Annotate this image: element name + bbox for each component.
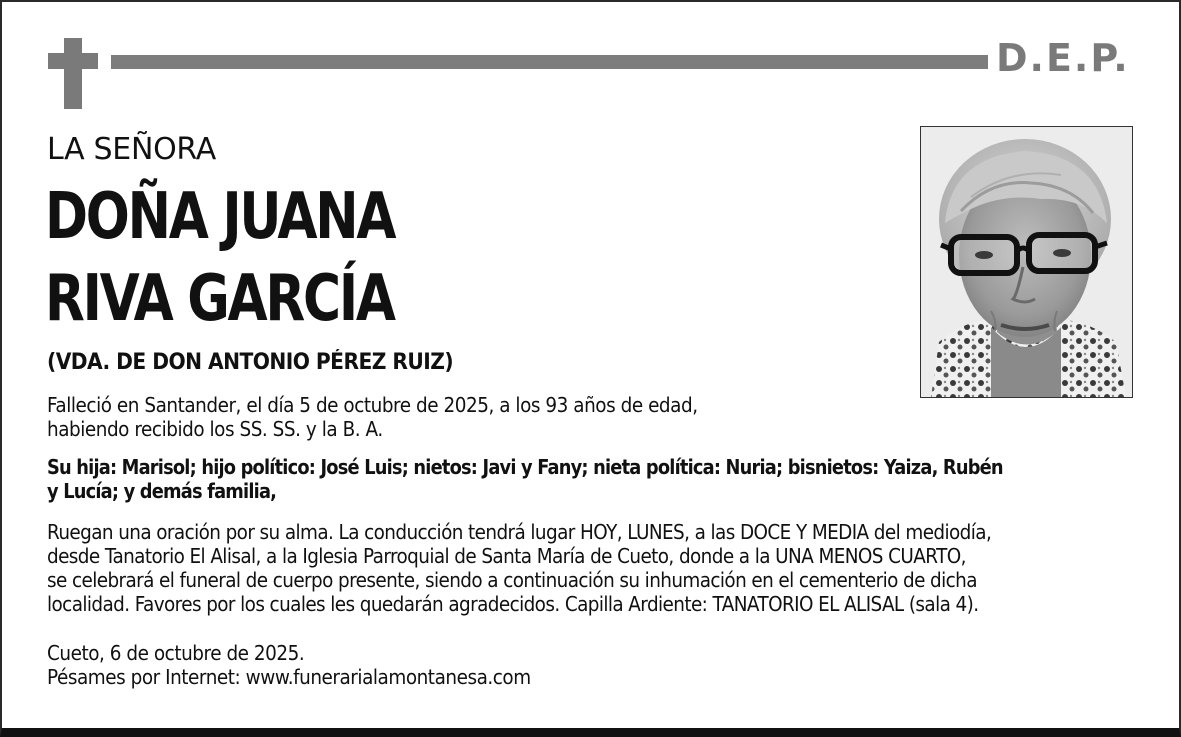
- deceased-title: LA SEÑORA: [47, 132, 216, 167]
- cross-vertical-bar: [64, 38, 82, 109]
- service-line-3: se celebrará el funeral de cuerpo presente, siendo a continuación su inhumación en el cementerio de dicha: [47, 568, 977, 592]
- portrait-illustration: [921, 127, 1132, 397]
- family-paragraph: [47, 455, 1003, 503]
- death-line-1: Falleció en Santander, el día 5 de octubre de 2025, a los 93 años de edad,: [47, 393, 698, 417]
- death-line-2: habiendo recibido los SS. SS. y la B. A.: [47, 417, 383, 441]
- service-line-2: desde Tanatorio El Alisal, a la Iglesia Parroquial de Santa María de Cueto, donde a la UNA MENOS CUARTO,: [47, 544, 966, 568]
- service-line-4: localidad. Favores por los cuales les quedarán agradecidos. Capilla Ardiente: TANATORIO EL ALISAL (sala 4).: [47, 592, 979, 616]
- place-date: Cueto, 6 de octubre de 2025.: [47, 641, 305, 665]
- header-rule: [111, 55, 988, 69]
- deceased-name-line1: DOÑA JUANA: [45, 180, 395, 254]
- service-line-1: Ruegan una oración por su alma. La conducción tendrá lugar HOY, LUNES, a las DOCE Y MEDIA del mediodía,: [47, 520, 992, 544]
- footer-paragraph: [47, 641, 531, 689]
- family-line-2: y Lucía; y demás familia,: [47, 479, 277, 503]
- deceased-name-line2: RIVA GARCÍA: [45, 262, 394, 336]
- death-notice-paragraph: [47, 393, 698, 441]
- cross-horizontal-bar: [48, 53, 98, 69]
- portrait-photo: [920, 126, 1133, 398]
- dep-label: D.E.P.: [996, 36, 1130, 80]
- widow-of-line: (VDA. DE DON ANTONIO PÉREZ RUIZ): [47, 350, 454, 375]
- condolences-web: Pésames por Internet: www.funerarialamontanesa.com: [47, 665, 531, 689]
- service-paragraph: [47, 520, 991, 616]
- family-line-1: Su hija: Marisol; hijo político: José Luis; nietos: Javi y Fany; nieta política: Nuria; bisnietos: Yaiza, Rubén: [47, 455, 1003, 479]
